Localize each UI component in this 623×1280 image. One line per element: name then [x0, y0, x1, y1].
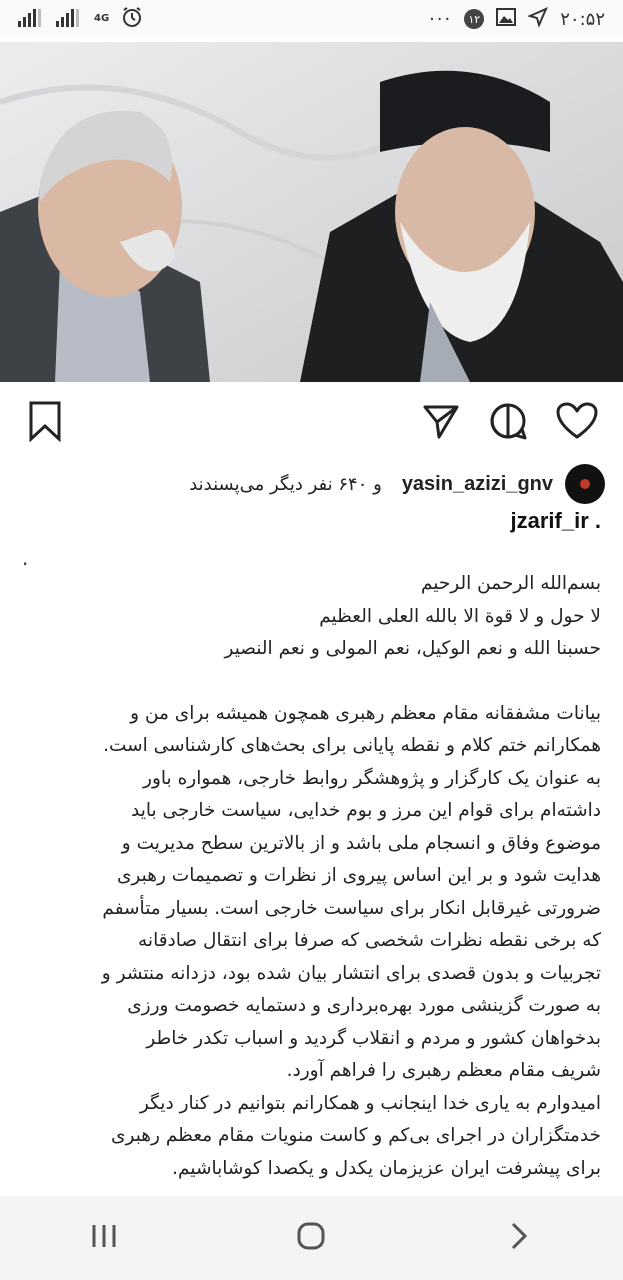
status-right	[429, 7, 605, 32]
caption-line: حسبنا الله و نعم الوکیل، نعم المولی و نعم النصیر	[224, 638, 601, 659]
leading-dot: .	[22, 546, 29, 570]
heart-icon	[556, 402, 598, 444]
post-caption	[21, 568, 601, 1185]
likes-username[interactable]: yasin_azizi_gnv	[401, 472, 553, 495]
send-icon	[422, 402, 460, 444]
avatar-dot	[580, 479, 590, 489]
image-icon	[496, 8, 516, 31]
clock-time: ۲۰:۵۲	[560, 8, 605, 30]
share-button[interactable]	[420, 402, 462, 444]
caption-line: بسم‌الله الرحمن الرحیم	[420, 573, 601, 594]
like-button[interactable]	[556, 402, 598, 444]
caption-line: که برخی نقطه نظرات شخصی که صرفا برای انتقال صادقانه	[138, 930, 601, 951]
home-button[interactable]	[281, 1208, 341, 1268]
post-actions	[0, 392, 623, 454]
caption-line: داشته‌ام برای قوام این مرز و بوم خدایی، سیاست خارجی باید	[131, 800, 601, 821]
back-button[interactable]	[489, 1208, 549, 1268]
caption-line: به عنوان یک کارگزار و پژوهشگر روابط خارجی، همواره باور	[143, 767, 601, 789]
signal-icon-2	[56, 7, 82, 32]
caption-line: بدخواهان کشور و مردم و انقلاب گردید و اسباب تکدر خاطر	[146, 1027, 601, 1049]
caption-line: به صورت گزینشی مورد بهره‌برداری و دستمایه خصومت ورزی	[127, 995, 601, 1016]
save-button[interactable]	[24, 402, 66, 444]
signal-icon	[18, 7, 44, 32]
caption-line: تجربیات و بدون قصدی برای انتشار بیان شده بود، دزدانه منتشر و	[101, 962, 601, 984]
caption-line: بیانات مشفقانه مقام معظم رهبری همچون همیشه برای من و	[130, 702, 601, 724]
comment-icon	[488, 401, 528, 445]
status-left	[18, 6, 143, 33]
alarm-icon	[121, 6, 143, 33]
avatar[interactable]	[565, 464, 605, 504]
caption-line: شریف مقام معظم رهبری را فراهم آورد.	[286, 1060, 601, 1081]
author-username[interactable]: jzarif_ir .	[510, 508, 601, 533]
caption-line: موضوع وفاق و انسجام ملی باشد و از بالاترین سطح مدیریت و	[121, 832, 601, 854]
caption-line: ضرورتی غیرقابل انکار برای سیاست خارجی است. بسیار متأسفم	[102, 897, 601, 919]
system-nav-bar	[0, 1196, 623, 1280]
bookmark-icon	[27, 400, 63, 446]
notification-badge: ۱۲	[464, 9, 484, 29]
network-type: 4G	[94, 13, 110, 24]
home-icon	[295, 1220, 327, 1256]
caption-line: خدمتگزاران در اجرای بی‌کم و کاست منویات مقام معظم رهبری	[111, 1125, 601, 1146]
caption-line: همکارانم ختم کلام و نقطه پایانی برای بحث‌های کارشناسی است.	[103, 735, 601, 756]
likes-line[interactable]	[15, 464, 605, 504]
chevron-right-icon	[508, 1221, 530, 1255]
caption-line: امیدوارم به یاری خدا اینجانب و همکارانم بتوانیم در کنار دیگر	[139, 1092, 601, 1114]
caption-line: هدایت شود و بر این اساس پیروی از نظرات و تصمیمات رهبری	[116, 865, 601, 886]
caption-spacer	[21, 666, 601, 698]
caption-line: لا حول و لا قوة الا بالله العلی العظیم	[319, 605, 601, 627]
status-bar	[0, 0, 623, 38]
likes-count-text: و ۶۴۰ نفر دیگر می‌پسندند	[189, 473, 382, 495]
caption-line: برای پیشرفت ایران عزیزمان یکدل و یکصدا کوشاباشیم.	[172, 1157, 601, 1179]
recents-icon	[89, 1223, 119, 1253]
more-dots: ···	[429, 8, 453, 30]
location-icon	[528, 7, 548, 32]
comment-button[interactable]	[487, 402, 529, 444]
post-photo[interactable]	[0, 42, 623, 382]
recents-button[interactable]	[74, 1208, 134, 1268]
